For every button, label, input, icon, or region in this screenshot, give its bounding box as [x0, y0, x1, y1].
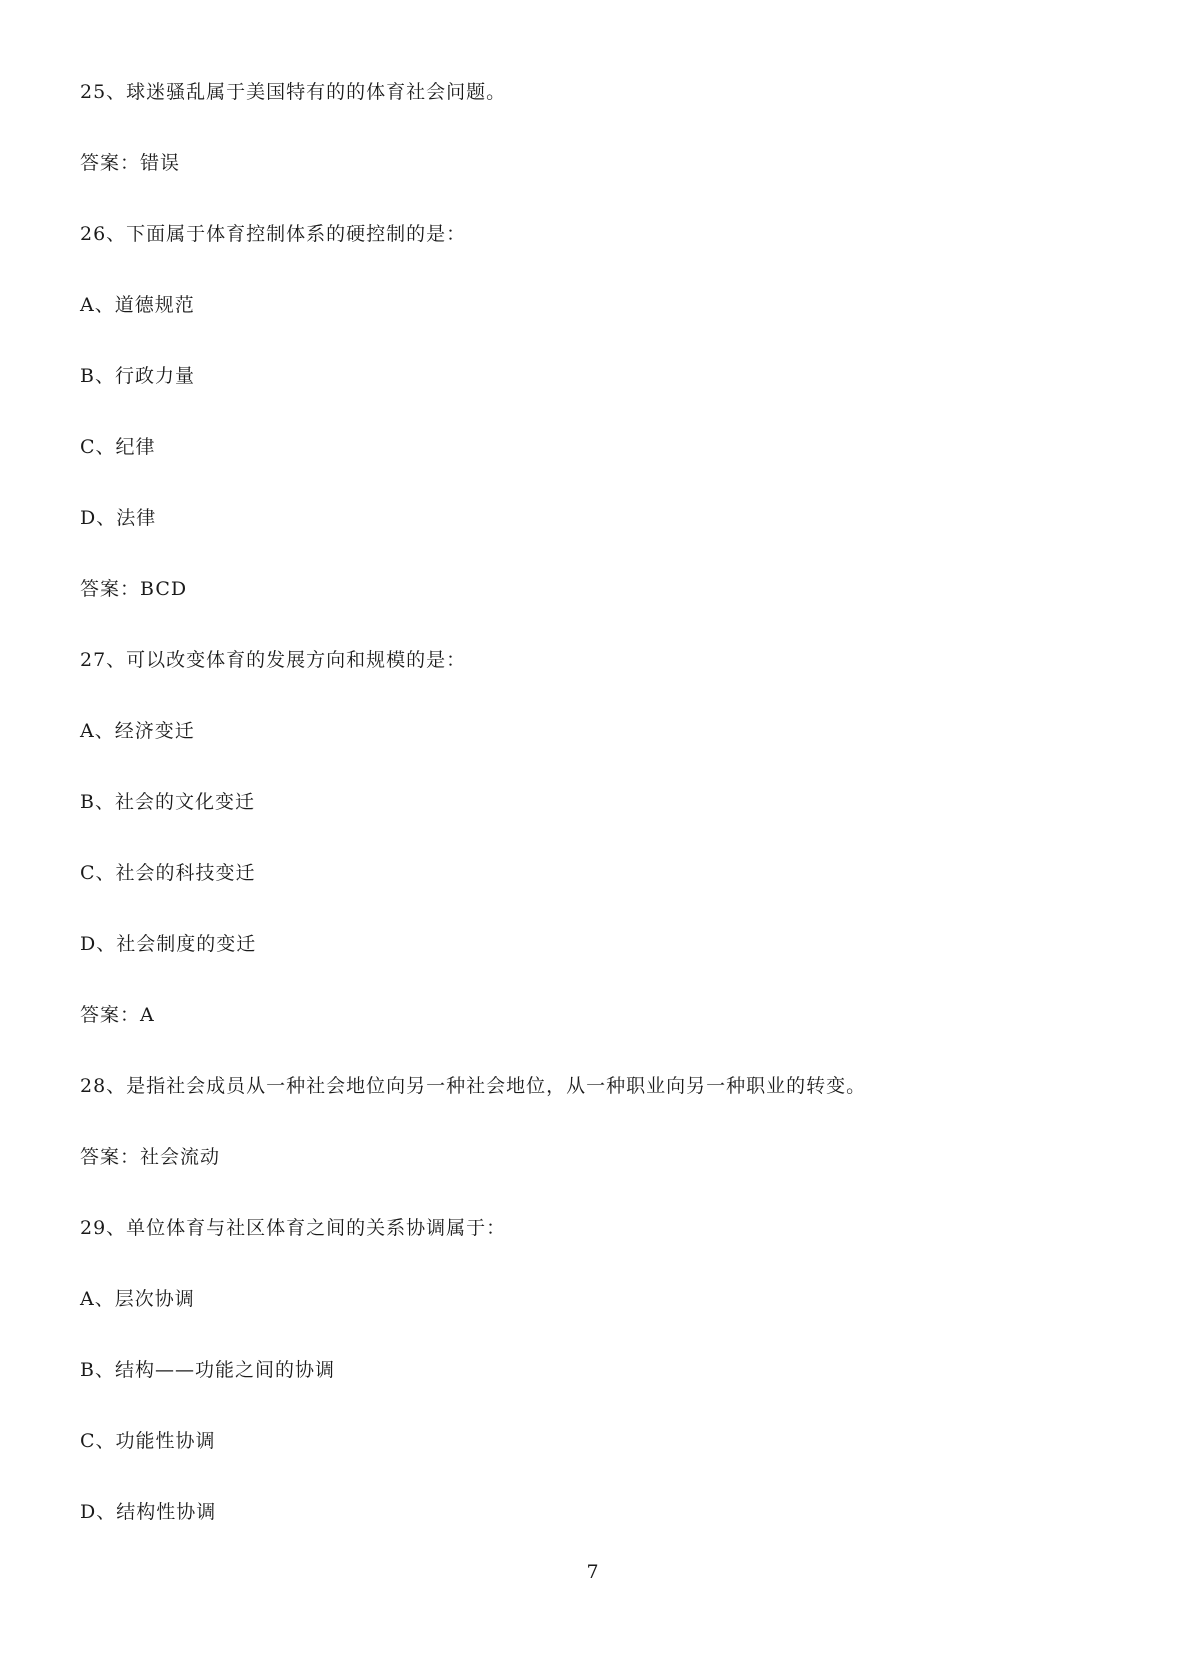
question-27-option-b: B、社会的文化变迁	[80, 791, 255, 813]
question-29-option-c: C、功能性协调	[80, 1430, 216, 1452]
question-26-option-a: A、道德规范	[80, 294, 195, 316]
question-27-option-a: A、经济变迁	[80, 720, 195, 742]
question-26-option-d: D、法律	[80, 507, 157, 529]
answer-28: 答案：社会流动	[80, 1146, 221, 1168]
question-27-option-d: D、社会制度的变迁	[80, 933, 257, 955]
question-28-text: 28、是指社会成员从一种社会地位向另一种社会地位，从一种职业向另一种职业的转变。	[80, 1075, 867, 1097]
question-26-option-b: B、行政力量	[80, 365, 195, 387]
answer-27: 答案：A	[80, 1004, 155, 1026]
answer-25: 答案：错误	[80, 152, 181, 174]
question-29-text: 29、单位体育与社区体育之间的关系协调属于：	[80, 1217, 507, 1239]
question-26-text: 26、下面属于体育控制体系的硬控制的是：	[80, 223, 467, 245]
question-25-text: 25、球迷骚乱属于美国特有的的体育社会问题。	[80, 81, 507, 103]
question-27-option-c: C、社会的科技变迁	[80, 862, 256, 884]
question-26-option-c: C、纪律	[80, 436, 156, 458]
answer-26: 答案：BCD	[80, 578, 188, 600]
question-29-option-b: B、结构——功能之间的协调	[80, 1359, 335, 1381]
question-29-option-a: A、层次协调	[80, 1288, 195, 1310]
question-27-text: 27、可以改变体育的发展方向和规模的是：	[80, 649, 467, 671]
page-number: 7	[586, 1561, 599, 1583]
question-29-option-d: D、结构性协调	[80, 1501, 217, 1523]
